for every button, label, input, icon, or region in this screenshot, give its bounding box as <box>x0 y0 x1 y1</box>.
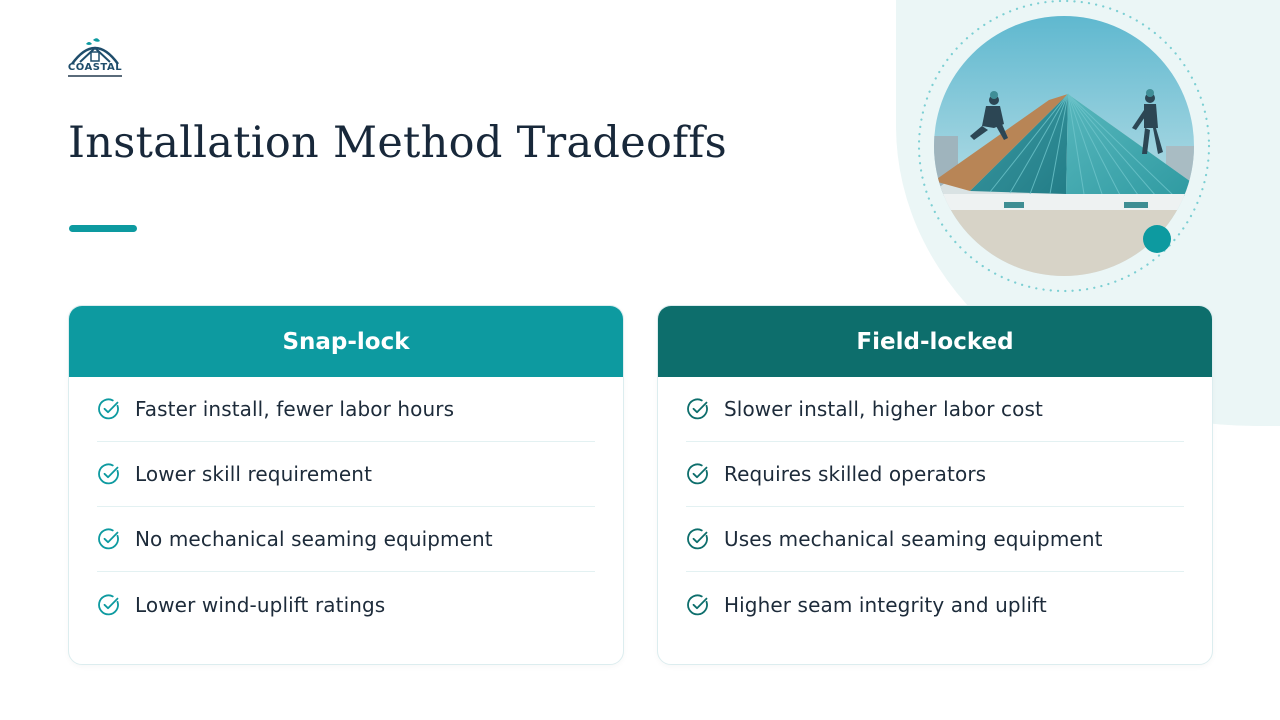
snap-lock-card <box>68 305 624 665</box>
snap-lock-list <box>69 377 623 637</box>
list-item <box>97 377 595 442</box>
list-item <box>97 442 595 507</box>
list-item-text: Uses mechanical seaming equipment <box>724 527 1103 551</box>
list-item-text: Slower install, higher labor cost <box>724 397 1043 421</box>
field-locked-header: Field-locked <box>658 306 1212 377</box>
list-item <box>686 572 1184 637</box>
logo-mark-icon <box>66 34 124 80</box>
check-circle-icon <box>686 593 710 617</box>
check-circle-icon <box>97 397 121 421</box>
check-circle-icon <box>686 397 710 421</box>
list-item-text: Faster install, fewer labor hours <box>135 397 455 421</box>
check-circle-icon <box>686 462 710 486</box>
list-item-text: Lower skill requirement <box>135 462 373 486</box>
check-circle-icon <box>686 527 710 551</box>
field-locked-card <box>657 305 1213 665</box>
title-underline <box>69 225 137 232</box>
logo-tagline-bar <box>68 75 122 77</box>
list-item-text: Higher seam integrity and uplift <box>724 592 1047 617</box>
list-item <box>97 507 595 572</box>
list-item-text: Requires skilled operators <box>724 462 987 486</box>
logo-text: COASTAL <box>67 62 123 73</box>
list-item <box>686 507 1184 572</box>
field-locked-list <box>658 377 1212 637</box>
list-item <box>686 442 1184 507</box>
page-title: Installation Method Tradeoffs <box>68 118 727 168</box>
company-logo <box>66 34 124 80</box>
check-circle-icon <box>97 593 121 617</box>
check-circle-icon <box>97 527 121 551</box>
check-circle-icon <box>97 462 121 486</box>
snap-lock-header: Snap-lock <box>69 306 623 377</box>
accent-dot <box>1143 225 1171 253</box>
list-item-text: Lower wind-uplift ratings <box>135 592 386 617</box>
list-item <box>686 377 1184 442</box>
list-item-text: No mechanical seaming equipment <box>135 527 493 551</box>
list-item <box>97 572 595 637</box>
